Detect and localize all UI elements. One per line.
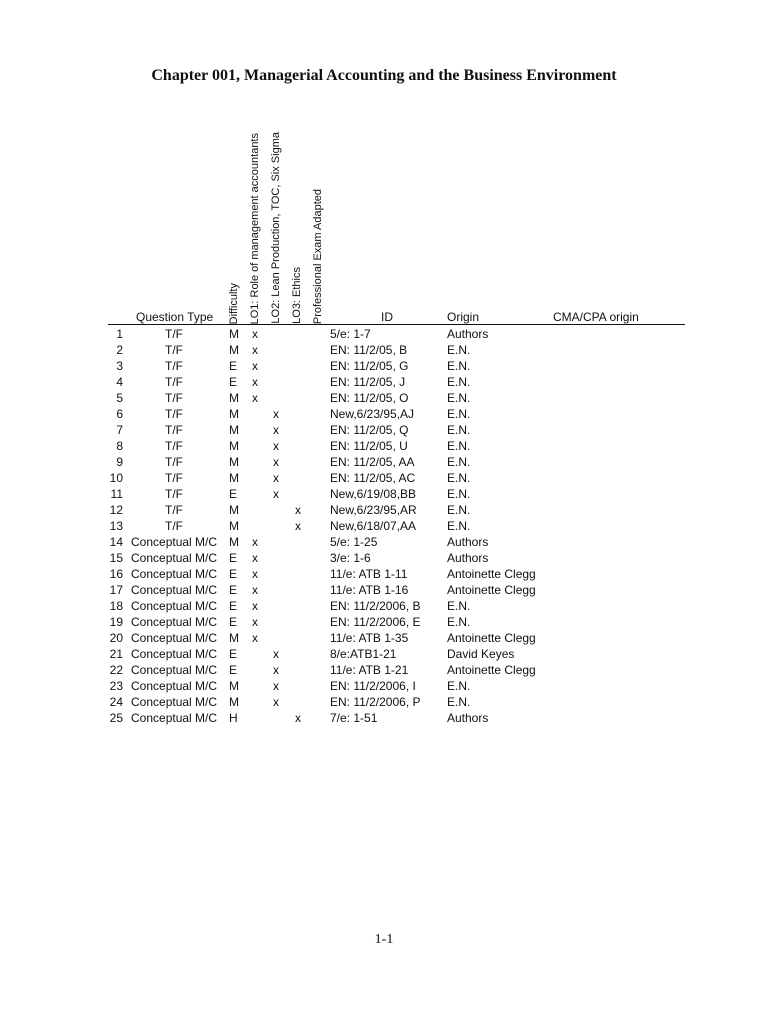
- cell-id: New,6/23/95,AJ: [330, 407, 415, 421]
- cell-difficulty: M: [229, 471, 239, 485]
- cell-id: EN: 11/2/05, J: [330, 375, 406, 389]
- cell-question-type: T/F: [165, 423, 183, 437]
- cell-difficulty: M: [229, 519, 239, 533]
- cell-difficulty: M: [229, 423, 239, 437]
- cell-origin: Authors: [447, 535, 489, 549]
- cell-question-type: T/F: [165, 439, 183, 453]
- cell-question-number: 3: [116, 359, 123, 373]
- cell-lo3: x: [295, 519, 301, 533]
- cell-question-number: 24: [109, 695, 123, 709]
- cell-id: New,6/23/95,AR: [330, 503, 417, 517]
- cell-id: 11/e: ATB 1-21: [330, 663, 409, 677]
- cell-lo1: x: [252, 615, 258, 629]
- table-row: [0, 534, 768, 550]
- table-row: [0, 406, 768, 422]
- cell-question-number: 20: [109, 631, 123, 645]
- cell-id: EN: 11/2/2006, I: [330, 679, 416, 693]
- cell-origin: E.N.: [447, 615, 471, 629]
- cell-question-type: Conceptual M/C: [131, 535, 218, 549]
- cell-lo2: x: [273, 695, 279, 709]
- cell-question-number: 21: [109, 647, 123, 661]
- cell-id: EN: 11/2/2006, B: [330, 599, 421, 613]
- cell-difficulty: E: [229, 647, 238, 661]
- table-row: [0, 486, 768, 502]
- cell-difficulty: M: [229, 455, 239, 469]
- question-table: [0, 326, 768, 726]
- cell-id: 11/e: ATB 1-35: [330, 631, 409, 645]
- cell-lo1: x: [252, 631, 258, 645]
- cell-origin: E.N.: [447, 487, 471, 501]
- cell-lo2: x: [273, 455, 279, 469]
- page-number: 1-1: [374, 932, 394, 947]
- cell-difficulty: E: [229, 551, 238, 565]
- cell-difficulty: M: [229, 631, 239, 645]
- cell-difficulty: M: [229, 695, 239, 709]
- cell-difficulty: M: [229, 439, 239, 453]
- header-professional-exam: Professional Exam Adapted: [312, 188, 324, 324]
- table-row: [0, 710, 768, 726]
- cell-question-number: 1: [116, 327, 123, 341]
- cell-id: EN: 11/2/05, U: [330, 439, 408, 453]
- cell-id: 8/e:ATB1-21: [330, 647, 397, 661]
- cell-question-number: 16: [109, 567, 123, 581]
- cell-difficulty: M: [229, 535, 239, 549]
- table-row: [0, 470, 768, 486]
- cell-question-type: T/F: [165, 407, 183, 421]
- header-rule: [108, 324, 685, 325]
- cell-id: 11/e: ATB 1-16: [330, 583, 409, 597]
- table-row: [0, 502, 768, 518]
- cell-lo1: x: [252, 567, 258, 581]
- cell-difficulty: M: [229, 679, 239, 693]
- table-row: [0, 342, 768, 358]
- cell-difficulty: E: [229, 359, 238, 373]
- cell-question-type: Conceptual M/C: [131, 631, 218, 645]
- cell-origin: E.N.: [447, 375, 471, 389]
- cell-origin: Antoinette Clegg: [447, 567, 536, 581]
- cell-question-number: 12: [109, 503, 123, 517]
- cell-question-type: T/F: [165, 391, 183, 405]
- table-row: [0, 566, 768, 582]
- cell-id: EN: 11/2/05, AA: [330, 455, 415, 469]
- cell-id: 3/e: 1-6: [330, 551, 371, 565]
- page-title: Chapter 001, Managerial Accounting and the Business Environment: [151, 67, 617, 84]
- cell-lo1: x: [252, 551, 258, 565]
- cell-question-type: T/F: [165, 375, 183, 389]
- cell-lo1: x: [252, 391, 258, 405]
- table-row: [0, 550, 768, 566]
- cell-question-type: T/F: [165, 487, 183, 501]
- cell-question-type: Conceptual M/C: [131, 599, 218, 613]
- table-row: [0, 630, 768, 646]
- table-row: [0, 582, 768, 598]
- table-row: [0, 694, 768, 710]
- cell-question-number: 17: [109, 583, 123, 597]
- header-question-type: Question Type: [136, 310, 214, 324]
- cell-question-number: 10: [109, 471, 123, 485]
- table-row: [0, 646, 768, 662]
- header-cma-cpa-origin: CMA/CPA origin: [553, 310, 639, 324]
- cell-question-type: Conceptual M/C: [131, 711, 218, 725]
- cell-origin: David Keyes: [447, 647, 515, 661]
- table-row: [0, 374, 768, 390]
- cell-question-type: Conceptual M/C: [131, 679, 218, 693]
- cell-origin: Authors: [447, 327, 489, 341]
- cell-id: New,6/19/08,BB: [330, 487, 417, 501]
- table-row: [0, 326, 768, 342]
- cell-lo2: x: [273, 471, 279, 485]
- cell-question-number: 6: [116, 407, 123, 421]
- cell-question-type: T/F: [165, 455, 183, 469]
- cell-question-type: T/F: [165, 343, 183, 357]
- cell-question-number: 2: [116, 343, 123, 357]
- cell-origin: E.N.: [447, 695, 471, 709]
- cell-lo1: x: [252, 599, 258, 613]
- cell-difficulty: E: [229, 487, 238, 501]
- cell-difficulty: E: [229, 567, 238, 581]
- cell-question-number: 19: [109, 615, 123, 629]
- cell-question-type: Conceptual M/C: [131, 583, 218, 597]
- cell-lo1: x: [252, 583, 258, 597]
- cell-difficulty: M: [229, 327, 239, 341]
- cell-question-number: 4: [116, 375, 123, 389]
- cell-origin: E.N.: [447, 471, 471, 485]
- header-id: ID: [381, 310, 393, 324]
- cell-difficulty: M: [229, 343, 239, 357]
- cell-lo2: x: [273, 407, 279, 421]
- table-row: [0, 438, 768, 454]
- cell-origin: Authors: [447, 711, 489, 725]
- cell-id: EN: 11/2/05, O: [330, 391, 409, 405]
- cell-lo1: x: [252, 535, 258, 549]
- cell-difficulty: M: [229, 391, 239, 405]
- header-lo1: LO1: Role of management accountants: [249, 132, 261, 324]
- cell-difficulty: E: [229, 583, 238, 597]
- table-row: [0, 614, 768, 630]
- cell-question-type: T/F: [165, 519, 183, 533]
- cell-origin: E.N.: [447, 679, 471, 693]
- header-difficulty: Difficulty: [228, 282, 240, 324]
- cell-question-number: 23: [109, 679, 123, 693]
- table-row: [0, 358, 768, 374]
- table-row: [0, 598, 768, 614]
- cell-origin: E.N.: [447, 407, 471, 421]
- cell-question-number: 9: [116, 455, 123, 469]
- cell-difficulty: M: [229, 503, 239, 517]
- cell-lo1: x: [252, 343, 258, 357]
- cell-question-type: Conceptual M/C: [131, 647, 218, 661]
- header-lo2: LO2: Lean Production, TOC, Six Sigma: [270, 132, 282, 324]
- cell-origin: E.N.: [447, 439, 471, 453]
- cell-difficulty: M: [229, 407, 239, 421]
- cell-question-type: T/F: [165, 327, 183, 341]
- cell-difficulty: H: [229, 711, 238, 725]
- cell-id: EN: 11/2/05, Q: [330, 423, 409, 437]
- cell-origin: Antoinette Clegg: [447, 663, 536, 677]
- cell-id: EN: 11/2/2006, P: [330, 695, 421, 709]
- cell-id: New,6/18/07,AA: [330, 519, 417, 533]
- cell-lo2: x: [273, 487, 279, 501]
- header-origin: Origin: [447, 310, 480, 324]
- cell-origin: E.N.: [447, 423, 471, 437]
- cell-question-number: 22: [109, 663, 123, 677]
- table-row: [0, 390, 768, 406]
- cell-question-type: T/F: [165, 503, 183, 517]
- cell-question-type: Conceptual M/C: [131, 615, 218, 629]
- table-row: [0, 454, 768, 470]
- cell-question-type: Conceptual M/C: [131, 551, 218, 565]
- cell-question-number: 14: [109, 535, 123, 549]
- cell-difficulty: E: [229, 615, 238, 629]
- cell-difficulty: E: [229, 375, 238, 389]
- cell-origin: E.N.: [447, 391, 471, 405]
- cell-lo1: x: [252, 375, 258, 389]
- cell-id: 11/e: ATB 1-11: [330, 567, 408, 581]
- cell-origin: E.N.: [447, 599, 471, 613]
- table-row: [0, 422, 768, 438]
- cell-origin: E.N.: [447, 455, 471, 469]
- cell-question-type: Conceptual M/C: [131, 695, 218, 709]
- cell-id: EN: 11/2/05, G: [330, 359, 409, 373]
- cell-lo2: x: [273, 647, 279, 661]
- table-row: [0, 518, 768, 534]
- cell-lo3: x: [295, 503, 301, 517]
- cell-lo3: x: [295, 711, 301, 725]
- cell-lo1: x: [252, 359, 258, 373]
- cell-id: EN: 11/2/05, B: [330, 343, 408, 357]
- cell-question-number: 7: [116, 423, 123, 437]
- cell-origin: Antoinette Clegg: [447, 631, 536, 645]
- cell-question-number: 13: [109, 519, 123, 533]
- cell-difficulty: E: [229, 663, 238, 677]
- cell-origin: E.N.: [447, 503, 471, 517]
- cell-id: EN: 11/2/05, AC: [330, 471, 416, 485]
- cell-question-number: 25: [109, 711, 123, 725]
- cell-lo2: x: [273, 423, 279, 437]
- cell-origin: E.N.: [447, 519, 471, 533]
- cell-id: 7/e: 1-51: [330, 711, 378, 725]
- cell-question-number: 15: [109, 551, 123, 565]
- cell-origin: Antoinette Clegg: [447, 583, 536, 597]
- cell-question-type: T/F: [165, 359, 183, 373]
- cell-id: 5/e: 1-7: [330, 327, 371, 341]
- cell-lo2: x: [273, 439, 279, 453]
- cell-lo2: x: [273, 663, 279, 677]
- cell-question-number: 5: [116, 391, 123, 405]
- cell-lo1: x: [252, 327, 258, 341]
- cell-question-number: 11: [110, 487, 123, 501]
- cell-origin: E.N.: [447, 343, 471, 357]
- cell-origin: E.N.: [447, 359, 471, 373]
- cell-question-type: Conceptual M/C: [131, 567, 218, 581]
- cell-origin: Authors: [447, 551, 489, 565]
- cell-lo2: x: [273, 679, 279, 693]
- header-lo3: LO3: Ethics: [291, 267, 303, 324]
- cell-id: EN: 11/2/2006, E: [330, 615, 421, 629]
- table-row: [0, 678, 768, 694]
- cell-id: 5/e: 1-25: [330, 535, 378, 549]
- table-row: [0, 662, 768, 678]
- cell-question-number: 18: [109, 599, 123, 613]
- cell-difficulty: E: [229, 599, 238, 613]
- cell-question-number: 8: [116, 439, 123, 453]
- cell-question-type: Conceptual M/C: [131, 663, 218, 677]
- cell-question-type: T/F: [165, 471, 183, 485]
